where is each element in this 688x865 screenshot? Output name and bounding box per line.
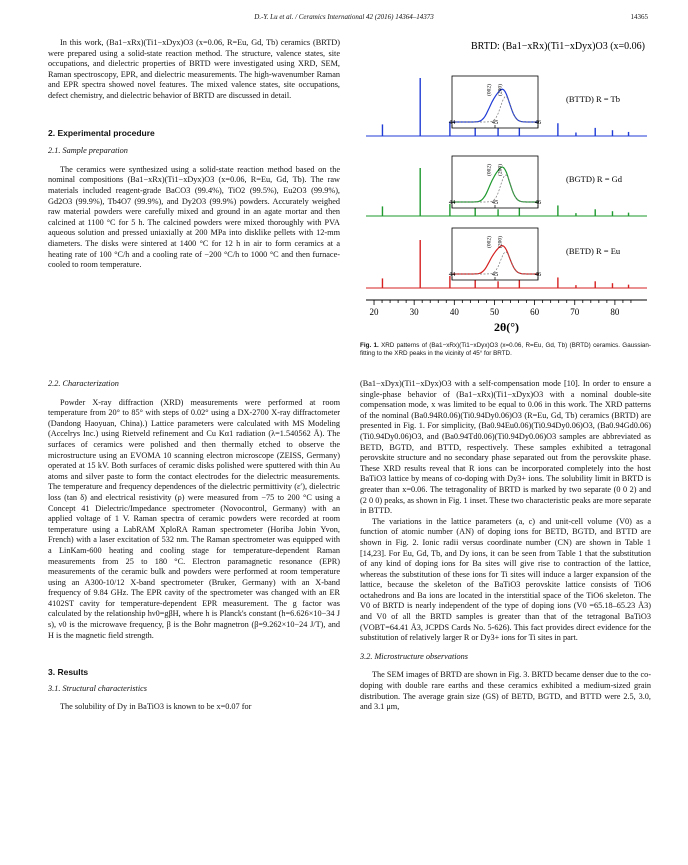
- x-tick-label: 40: [449, 307, 459, 317]
- sample-prep-paragraph: The ceramics were synthesized using a solid-state reaction method based on the nominal compositions (Ba1−xRx)(Ti1−xDyx)O3 (x=0.06, R=Eu, Gd, Tb). The raw materials included reagent-grade BaCO3 (99.4%), TiO2 (99.5%), Eu2O3 (99.9%), Gd2O3 (99.9%), Tb4O7 (99.9%), and Dy2O3 (99.9%) powders. Accurately weighed raw material powders were carefully mixed and ground in an agate mortar and then calcined at 1100 °C for 5 h. The calcined powders were mixed thoroughly with PVA aqueous solution and pressed uniaxially at 200 MPa into disklike pellets with 12-mm diameters. The disks were sintered at 1400 °C for 12 h in air to form ceramics at a heating rate of 100 °C/h and a cooling rate of −200 °C/h to 1000 °C and then furnace-cooled to room temperature.: [48, 164, 340, 270]
- xrd-chart: [360, 36, 651, 336]
- series-label: (BTTD) R = Tb: [566, 94, 620, 104]
- section-heading-3: 3. Results: [48, 667, 89, 678]
- running-title: D.-Y. Lu et al. / Ceramics International 42 (2016) 14364–14373: [254, 13, 434, 21]
- results-paragraph-2: The variations in the lattice parameters (a, c) and unit-cell volume (V0) as a function of atomic number (AN) of doping ions for BETD, BGTD, and BTTD are shown in Fig. 2. Ionic radii versus coordinate number (CN) are shown in Table 1 [14,23]. For Eu, Gd, Tb, and Dy ions, it can be seen from Table 1 that the substitution of any kind of doping ions for Ba sites will give rise to contraction of the lattice, whereas the substitution of these ions for Ti sites will induce a larger expansion of the lattice, because the skeleton of the BaTiO3 perovskite lattice consists of TiO6 octahedrons and Ba ions are located in the interstitial space of the TiO6 skeleton. The V0 of BRTD is nearly independent of the type of doping ions (V0 =65.18–65.23 Å3) and V0 of all the BRTD samples is greater than that of the tetragonal BaTiO3 (VOBT=64.41 Å3, JCPDS Cards No. 5-626). This fact provides direct evidence for the substitution of relatively larger R or Dy3+ ions for Ti sites in part.: [360, 516, 651, 643]
- caption-text: XRD patterns of (Ba1−xRx)(Ti1−xDyx)O3 (x=0.06, R=Eu, Gd, Tb) (BRTD) ceramics. Gaussian-fitting to the XRD peaks in the vicinity of 45° for BRTD.: [360, 342, 652, 358]
- inset-tick-label: 45: [491, 119, 499, 126]
- subsection-heading-3-1: 3.1. Structural characteristics: [48, 683, 147, 693]
- x-tick-label: 20: [369, 307, 379, 317]
- inset-tick-label: 45: [491, 199, 499, 206]
- series-label: (BETD) R = Eu: [566, 246, 621, 256]
- inset-tick-label: 46: [534, 119, 542, 126]
- x-tick-label: 60: [530, 307, 540, 317]
- results-paragraph-1: (Ba1−xDyx)(Ti1−xDyx)O3 with a self-compensation mode [10]. In order to ensure a single-phase behavior of (Ba1−xRx)(Ti1−xDyx)O3 with a nominal double-site compensation mode, x was limited to be equal to 0.06 in this work. The XRD patterns of the nominal (Ba0.94R0.06)(Ti0.94Dy0.06)O3 (R=Eu, Gd, Tb) ceramics (BRTD) are presented in Fig. 1. For simplicity, (Ba0.94Eu0.06)(Ti0.94Dy0.06)O3, (Ba0.94Gd0.06)(Ti0.94Dy0.06)O3, and (Ba0.94Td0.06)(Ti0.94Dy0.06)O3 samples are abbreviated as BETD, BGTD, and BTTD, respectively. These samples exhibited a tetragonal perovskite structure and no secondary phase separated out from the perovskite phase. These XRD results reveal that R ions can be incorporated completely into the host BaTiO3 lattice by means of co-doping with Dy3+ ions. The solubility limit in BRTD is greater than x=0.06. The tetragonality of BRTD is marked by two separate (0 0 2) and (2 0 0) peaks, as shown in Fig. 1 inset. These two characteristic peaks are more separate in BTTD.: [360, 379, 651, 516]
- inset-tick-label: 46: [534, 199, 542, 206]
- inset-tick-label: 44: [448, 119, 456, 126]
- inset-tick-label: 46: [534, 271, 542, 278]
- x-tick-label: 30: [409, 307, 419, 317]
- subsection-heading-2-2: 2.2. Characterization: [48, 379, 119, 388]
- inset-peak-label: (200): [497, 164, 504, 176]
- series-label: (BGTD) R = Gd: [566, 174, 623, 184]
- caption-label: Fig. 1.: [360, 342, 379, 349]
- x-tick-label: 50: [489, 307, 499, 317]
- figure-1: [360, 36, 651, 336]
- chart-title: BRTD: (Ba1−xRx)(Ti1−xDyx)O3 (x=0.06): [470, 41, 645, 52]
- right-column-bottom: [360, 379, 651, 713]
- inset-peak-label: (002): [486, 84, 493, 96]
- x-tick-label: 80: [610, 307, 620, 317]
- inset-peak-label: (002): [486, 164, 493, 176]
- left-column-top: [48, 38, 340, 271]
- running-header: [0, 13, 688, 27]
- figure-caption: [360, 342, 651, 358]
- left-column-bottom: [48, 379, 340, 713]
- subsection-heading-2-1: 2.1. Sample preparation: [48, 146, 128, 156]
- intro-paragraph: In this work, (Ba1−xRx)(Ti1−xDyx)O3 (x=0.06, R=Eu, Gd, Tb) ceramics (BRTD) were prepared using a solid-state reaction method. The structure, valence states, site occupations, and dielectric properties of BRTD were investigated using XRD, SEM, Raman spectroscopy, EPR, and dielectric measurements. The high-wavenumber Raman and EPR spectra showed novel features. The mixed valence states, site occupations, defect chemistry, and dielectric behavior of BRTD are discussed in detail.: [48, 38, 340, 100]
- characterization-paragraph: Powder X-ray diffraction (XRD) measurements were performed at room temperature from 20° to 85° with steps of 0.02° using a DX-2700 X-ray diffractometer (Dandong Haoyuan, China).) Lattice parameters were calculated with MS Modeling (Accelrys Inc.) using Rietveld refinement and Cu Kα1 radiation (λ=1.540562 Å). The surfaces of ceramics were polished and then thermally etched to observe the microstructure using an EVOMA 10 scanning electron microscope (ZEISS, Germany) operated at 15 kV. Both surfaces of ceramic disks polished were sputtered with thin Au atoms and silver paste to form the contact electrodes for the dielectric measurements. The temperature and frequency dependences of the dielectric permittivity (ε′), dielectric loss (tan δ) and electrical resistivity (ρ) were measured from −75 to 200 °C using a Concept 41 Dielectric/Impedance spectrometer (Novocontrol, Germany) with an applied voltage of 1 V. Raman spectra of ceramic powders were recorded at room temperature using a LabRAM XploRA Raman spectrometer (Horiba Jobin Yvon, French) with a laser excitation of 532 nm. The Raman spectrometer was equipped with a LinKam-600 heating and cooling stage for temperature-dependent Raman measurements from 25 to 180 °C. Electron paramagnetic resonance (EPR) measurements of the ceramic bulk and powders were performed at room temperature using an A300-10/12 X-band spectrometer (Bruker, Germany) with an X-band frequency of 9.84 GHz. The EPR cavity of the spectrometer was changed with an ER 4102ST cavity for temperature-dependent EPR measurement. The g factor was calculated by the relationship hν0=gβH, where h is Planck's constant (h=6.626×10−34 J s), ν0 is the microwave frequency, β is the Bohr magnetron (β=9.262×10−24 J/T), and H is the magnetic field strength.: [48, 397, 340, 640]
- x-tick-label: 70: [570, 307, 580, 317]
- page-number: 14365: [630, 13, 648, 21]
- inset-tick-label: 44: [448, 271, 456, 278]
- structural-paragraph: The solubility of Dy in BaTiO3 is known to be x=0.07 for: [60, 702, 252, 712]
- inset-tick-label: 45: [491, 271, 499, 278]
- subsection-heading-3-2: 3.2. Microstructure observations: [360, 651, 469, 661]
- x-axis-label: 2θ(°): [493, 320, 520, 334]
- inset-peak-label: (200): [497, 84, 504, 96]
- section-heading-2: 2. Experimental procedure: [48, 127, 155, 138]
- inset-peak-label: (200): [497, 236, 504, 248]
- microstructure-paragraph: The SEM images of BRTD are shown in Fig. 3. BRTD became denser due to the co-doping with double rare earths and these ceramics exhibited a medium-sized grain distribution. The average grain size (GS) of BETD, BGTD, and BTTD were 2.5, 3.0, and 3.1 μm,: [360, 670, 651, 712]
- inset-tick-label: 44: [448, 199, 456, 206]
- inset-peak-label: (002): [486, 236, 493, 248]
